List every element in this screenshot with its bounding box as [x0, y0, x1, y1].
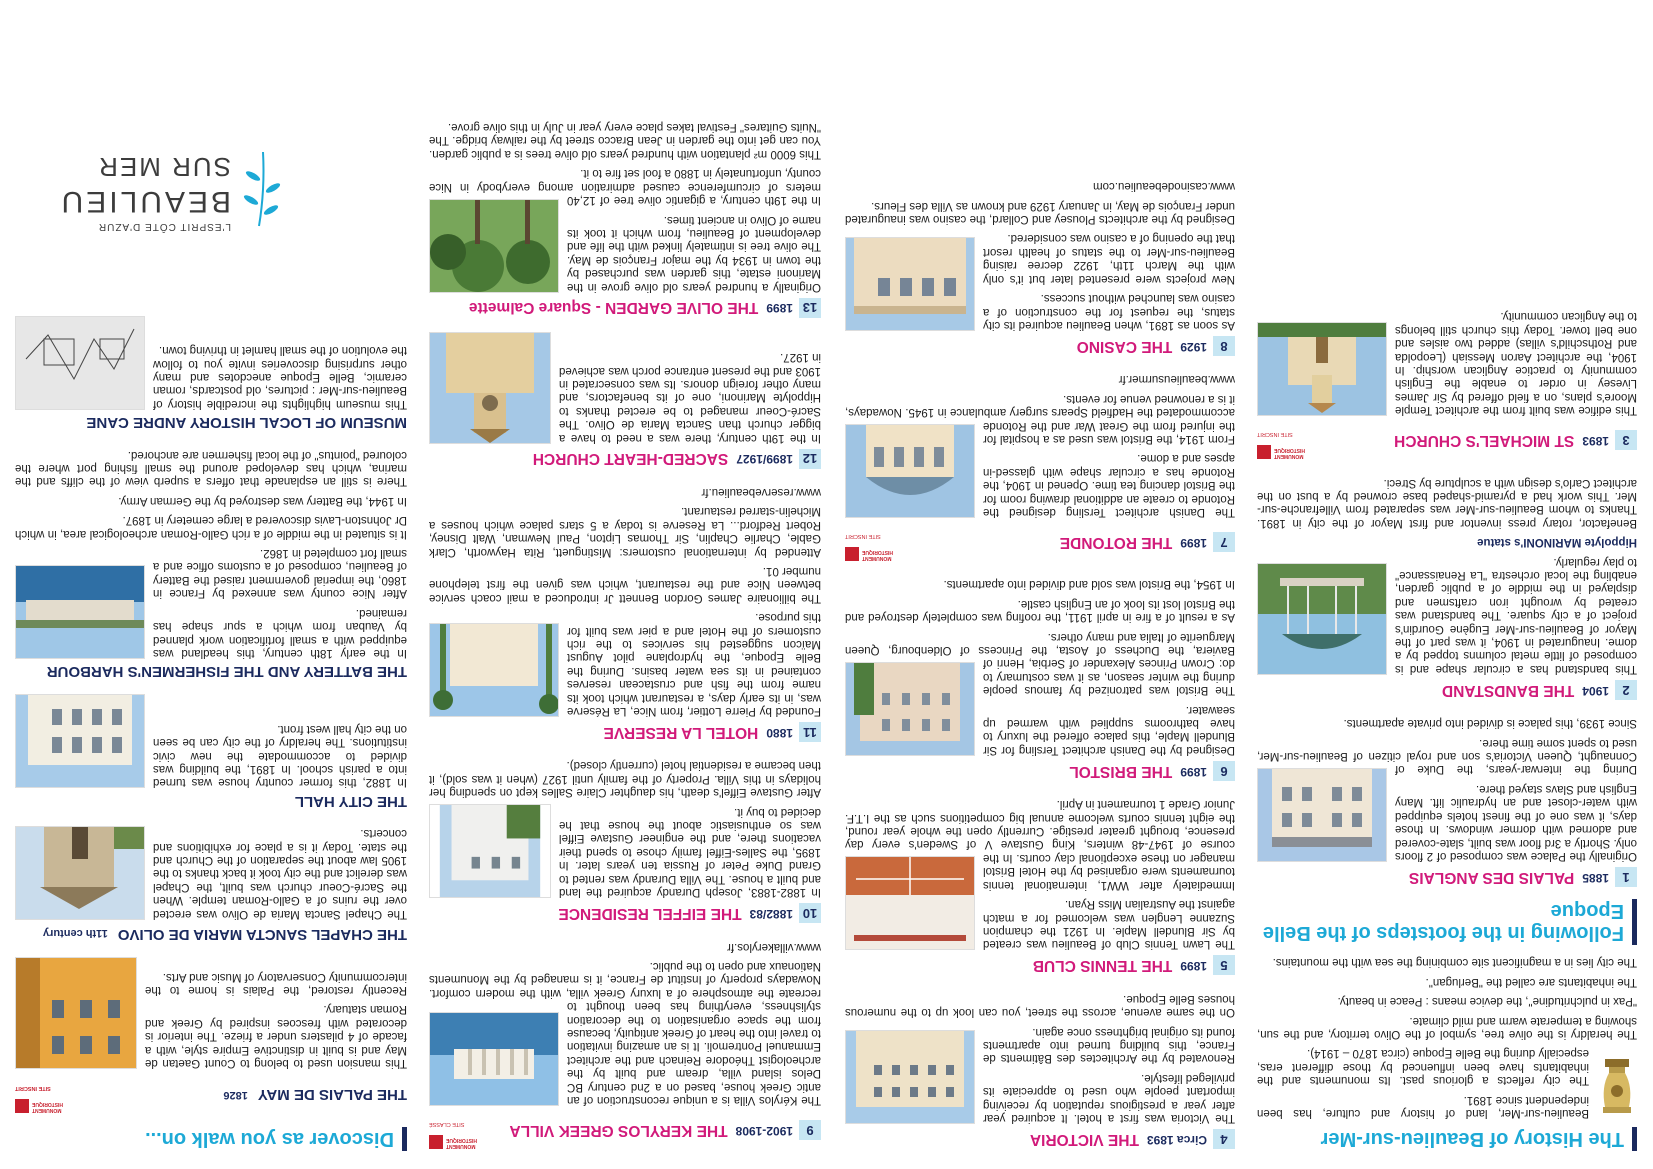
entry-title: THE ROTONDE — [1059, 533, 1173, 551]
entry-text: New projects were presented later but it's only with the March 11th, 1922 decree raising Beaulieu-sur-Mer to the status of health resort that the opening of a casino was considered. — [983, 232, 1235, 285]
entry-tennis-club — [845, 791, 1235, 979]
entry-year: 1899 — [1180, 959, 1207, 974]
entry-year: 1880 — [766, 725, 793, 740]
entry-number: 11 — [799, 722, 821, 742]
entry-year: 1904 — [1582, 683, 1609, 698]
bandstand-photo — [1257, 563, 1387, 675]
entry-victoria — [845, 985, 1235, 1153]
beaulieu-logo — [23, 144, 293, 234]
entry-palais-des-anglais — [1257, 710, 1637, 891]
entry-text: In the 19th century, a gigantic olive tree of 12,40 meters of circumference caused admiration among everybody in Nice county, unfortunately in 1880 a fool set fire to it. — [429, 167, 821, 207]
entry-text: This museum highlights the incredible history of Beaulieu-sur-Mer : pictures, old postcards, roman ceramic, Belle Epoque anecdotes and many other surprising discoveries invite you to follow the evolution of the small hamlet in thriving town. — [153, 344, 407, 410]
olive-garden-photo — [429, 199, 559, 293]
entry-st-michaels — [1257, 303, 1637, 463]
entry-number: 1 — [1615, 867, 1637, 887]
entry-number: 9 — [799, 1120, 821, 1140]
entry-text: As soon as 1891, when Beaulieu acquired its city status, the request for the construction of a casino was launched without success. — [983, 292, 1235, 331]
heading-bar — [1632, 899, 1637, 945]
entry-text: On the same avenue, across the street, you can look up to the numerous houses Belle Epoque. — [845, 992, 1235, 1019]
belle-epoque-title: Following in the footsteps of the Belle Epoque — [1262, 899, 1624, 944]
history-p2: The heraldry is the olive tree, symbol of the Olivo territory, and the sun, showing a temperate warm and mild climate. — [1257, 1014, 1637, 1040]
entry-year: 1899 — [1180, 764, 1207, 779]
entry-year: 1826 — [223, 1088, 248, 1101]
entry-text: The Bristol was patronized by famous people during the winter season, as it was costumary to do: Crown Princes Alexander of Serbia, Henri of Baviera, the Duchess of Aosta, the Princess of Oldenbourg, Queen Marguerite of Italia and many others. — [845, 630, 1235, 697]
entry-number: 10 — [799, 903, 821, 923]
entry-year: 1929 — [1180, 339, 1207, 354]
entry-text: This bandstand has a circular shape and is composed of little metal columns topped by a dome. Inaugurated in 1904, it was part of the Mayor of Beaulieu-sur-Mer Eugène Gourdin's project of a city square. The bandstand was created by wrought iron craftsmen and displayed in the middle of a public garden, enabling the local orchestra "La Renaissance" to play regularly. — [1395, 555, 1637, 675]
brand-tagline: L'ESPRIT CÔTE D'AZUR — [97, 221, 231, 232]
entry-text: This mansion used to belong to Count Gaetan de May and is built in distinctive Empire style, with a facade of 4 pilasters under a frieze. The interior is decorated with frescoes inspired by Greek and Roman statuary. — [145, 1003, 407, 1069]
entry-text: Designed by the architects Plousey and Collard, the casino was inaugurated under François de May, in January 1929 and known as Villa des Fleurs. — [845, 199, 1235, 226]
entry-text: It is situated in the middle of a rich Gallo-Roman archeological area, in which Dr Johnston-Lavis discovered a large cemetery in 1897. — [15, 514, 407, 540]
entry-title: THE BANDSTAND — [1441, 681, 1575, 699]
entry-kerylos — [429, 933, 821, 1153]
entry-year: Circa 1893 — [1146, 1132, 1207, 1147]
history-column — [1257, 16, 1637, 1153]
history-intro: Beaulieu-sur-Mer, land of history and culture, has been independent since 1891. — [1257, 1093, 1589, 1119]
monument-historique-logo: MONUMENT HISTORIQUE SITE INSCRIT — [845, 533, 894, 561]
entry-text: Originally the Palace was composed of 2 floors only. Shortly a 3rd floor was built, slate-covered and adorned with dormer windows. In those days, it was one of the finest hotels equipped with water-closet and an hydraulic lift. Many English and Slavs stayed there. — [1395, 782, 1637, 862]
city-hall-photo — [15, 694, 145, 788]
entry-number: 2 — [1615, 680, 1637, 700]
entry-text: Recently restored, the Palais is home to the intercommunity Conservatory of Music and Arts. — [145, 970, 407, 996]
brand-name: BEAULIEU — [58, 185, 231, 218]
entry-title: THE BATTERY AND THE FISHERMEN'S HARBOUR — [46, 663, 407, 681]
brand-subname: SUR MER — [97, 152, 231, 182]
entry-number: 3 — [1615, 430, 1637, 450]
entry-bandstand — [1257, 469, 1637, 704]
entry-number: 7 — [1213, 532, 1235, 552]
entry-text: As a result of a fire in april 1911, the roofing was completely destroyed and the Bristol lost its look of an English castle. — [845, 597, 1235, 624]
entry-text: The Kérylos Villa is a unique reconstruction of an antic Greek house, based on a 2nd century BC Delos island villa, dream and built by the archeologist Théodore Reinach and the architect Emmanuel Pontremoli. It is an amazing invitation to travel into the heart of Greek antiquity, because from the space organisation to the decoration stylishness, everything has been thought to recreate the atmosphere of a luxury Greek villa, with the modern comfort. Nowadays property of Institut de France, it is managed by the Monuments Nationaux and open to the public. — [429, 959, 821, 1106]
entry-year: 1882/83 — [749, 906, 793, 921]
discover-column — [15, 238, 407, 1153]
entry-text: Designed by the Danish architect Tersling for Sir Blundell Maple, this palace offered the luxury to have bathrooms supplied with warmed up seawater. — [983, 703, 1235, 756]
entry-text: The Danish architect Tersling designed the Rotonde to create an additional drawing room for the Bristol dancing tea time. Opened in 1904, the Rotonde has a circular shape with glassed-in apses and a dome. — [983, 452, 1235, 518]
entry-title: THE PALAIS DE MAY — [257, 1085, 407, 1103]
entry-title: THE CASINO — [1076, 337, 1173, 355]
entry-title: THE VICTORIA — [1029, 1130, 1139, 1148]
entry-text: In 1944, the Battery was destroyed by the German Army. — [118, 494, 407, 507]
rotonde-photo — [845, 424, 975, 518]
entry-bristol — [845, 571, 1235, 785]
entry-text: After Nice county was annexed by France in 1860, the imperial government raised the Battery of Beaulieu, composed of a customs office and a small fort completed in 1862. — [153, 547, 407, 600]
casino-photo — [845, 237, 975, 331]
entry-text: Founded by Pierre Lottier, from Nice, La Réserve was, in its early days, a restaurant which took its name from the fish and crustacean reserves contained in its sea water basins. During the Belle Epoque, the hydroplane pilot August Maïcon suggested his services to the rich customers of the Hotel and a pier was built for this purpose. — [567, 611, 821, 718]
entry-text: Attended by international customers: Mistinguett, Rita Hayworth, Clark Gable, Charlie Chaplin, Sir Thomas Lipton, Paul Newman, Walt Disney, Robert Redford... La Reserve is today a 5 stars palace which houses a Michelin-starred restaurant. — [429, 505, 821, 558]
entry-text: In the early 18th century, this headland was equipped with a small fortification work planned by Vauban from which a spur shape has remained. — [153, 606, 407, 659]
entry-text: From 1914, the Bristol was used as a hospital for the injured from the Great War and the Rotonde accommodated the Hadfield Spears surgery ambulance in 1945. Nowadays, it is a renowned venue for events. — [845, 392, 1235, 445]
entry-text: There is still an esplanade that offers a superb view of the cliffs and the marina, which has developed around the small fishing port where the coloured "pointus" of the local fishermen are anchored. — [15, 448, 407, 488]
entry-year: 1899/1927 — [736, 452, 793, 467]
monument-historique-logo: MONUMENT HISTORIQUE SITE INSCRIT — [1257, 431, 1306, 460]
entry-title: THE CITY HALL — [294, 792, 407, 810]
entry-battery — [15, 441, 407, 684]
entry-title: THE TENNIS CLUB — [1032, 957, 1173, 975]
entry-title: THE CHAPEL SANCTA MARIA DE OLIVO — [117, 926, 407, 943]
entry-text: After Gustave Eiffel's death, his daughter Claire Salles kept on spending her holidays in this Villa. Property of the family until 1927 (when it was sold), it then became a residential hotel (currently closed). — [429, 759, 821, 799]
entry-text: In 1882, this former country house was turned into a parish school. In 1891, the building was divided to accommodate the new civic institutions. The heraldry of the city can be seen on the city hall west front. — [153, 722, 407, 789]
bristol-photo — [845, 662, 975, 756]
entry-text: The Lawn Tennis Club of Beaulieu was created by Sir Blundell Maple. In 1921 the champion Suzanne Lenglen was welcomed for a match against the Australian Miss Ryan. — [983, 898, 1235, 951]
entry-year: 1902-1908 — [735, 1123, 793, 1138]
palais-des-anglais-photo — [1257, 768, 1387, 862]
entry-number: 13 — [799, 298, 821, 318]
battery-photo — [15, 565, 145, 659]
tennis-club-photo — [845, 856, 975, 950]
history-p3: "Pax in pulchritudine", the device means : Peace in beauty. — [1337, 995, 1637, 1008]
heading-bar — [1632, 1127, 1637, 1151]
history-p5: The city lies in a magnificent site combining the sea with the mountains. — [1272, 956, 1637, 969]
entry-la-reserve — [429, 479, 821, 747]
entry-title: ST MICHAEL'S CHURCH — [1394, 431, 1575, 449]
victoria-photo — [845, 1030, 975, 1124]
heading-bar — [402, 1127, 407, 1151]
entry-text: The Victoria was first a hotel. It acquired year after year a prestigious reputation by receiving important people who used to appreciate its privileged lifestyle. — [983, 1071, 1235, 1124]
st-michaels-photo — [1257, 322, 1387, 416]
monument-historique-logo: MONUMENT HISTORIQUE SITE CLASSÉ — [429, 1121, 478, 1149]
entry-year: 1899 — [766, 301, 793, 316]
palais-de-may-photo — [15, 957, 137, 1069]
entry-palais-de-may — [15, 953, 407, 1119]
entry-text: During the interwar-years, the Duke of Connaught, Queen Victoria's son and royal citizen of Beaulieu-sur-Mer, used to spent some time there. — [1257, 736, 1637, 776]
entry-text: Renovated by the Architectes des Bâtiments de France, this building turned into apartments found its original brightness once again. — [983, 1025, 1235, 1065]
entry-number: 5 — [1213, 955, 1235, 975]
entry-casino — [845, 173, 1235, 360]
history-heading — [1257, 1127, 1637, 1151]
statue-subheading: Hippolyte MARINONI's statue — [1477, 536, 1637, 549]
sacred-heart-photo — [429, 332, 551, 444]
entry-text: Benefactor, rotary press inventor and first Mayor of the city in 1891. Thanks to whom Beaulieu-sur-Mer was separated from Villefranche-sur-Mer. This work had a pyramid-shaped base crowned by a bust on the architect Carlo's design with a sculpture by Streci. — [1257, 476, 1637, 529]
monument-historique-logo: MONUMENT HISTORIQUE SITE INSCRIT — [15, 1085, 64, 1113]
olive-urn-icon — [1597, 1055, 1637, 1117]
entry-year: 1893 — [1582, 433, 1609, 448]
entry-title: SACRED-HEART CHURCH — [532, 450, 729, 468]
entry-title: HOTEL LA RESERVE — [603, 723, 759, 741]
entry-text: Immediately after WW1, international tennis tournaments were organised by the Hotel Bristol manager on these exceptional clay courts. In the course of 1947-48 winters, King Gustave V of Sweden's every day presence, brought greater prestige. Currently open the whole year round, the eight tennis courts welcome annual big competitions such as the I.T.F. Junior Grade 1 tournament in April. — [845, 798, 1235, 891]
eiffel-residence-photo — [429, 804, 551, 898]
walk-column-2 — [845, 16, 1235, 1153]
entry-title: THE BRISTOL — [1069, 762, 1173, 780]
walk-column-3 — [429, 16, 821, 1153]
entry-number: 6 — [1213, 761, 1235, 781]
entry-year: 1899 — [1180, 535, 1207, 550]
entry-text: The billionaire James Gordon Bennett Jr introduced a mail coach service between Nice and the restaurant, which was given the first telephone number 01. — [429, 565, 821, 604]
entry-text: Since 1939, this palace is divided into private apartments. — [1343, 717, 1637, 730]
entry-museum — [15, 312, 407, 435]
museum-photo — [15, 316, 145, 410]
entry-text: In 1882-1883, Joseph Durandy acquired the land and built a house. The Villa Durandy was rented to Grand Duke Peter of Russia ten years later. In 1895, the Salles-Eiffel family chose to spend their vacations there, and the engineer Gustave Eiffel was so enthusiastic about the house that he decided to buy it. — [559, 805, 821, 899]
olive-branch-icon — [233, 150, 293, 230]
entry-text: In the 19th century, there was a need to have a bigger church than Sancta Maria de Olivo. The Sacré-Coeur managed to be erected thanks to Hippolyte Marinoni, one of its benefactors, and many other foreign donors. Its was consecrated in 1903 and the present entrance porch was achieved in 1927. — [559, 351, 821, 444]
entry-city-hall — [15, 690, 407, 813]
history-p4: The inhabitants are called the "Berlugan". — [1425, 975, 1637, 988]
entry-text: This edifice was built from the architect Temple Moore's plans, on a field offered by Sir James Livesey in order to enable the English community to practice Anglican worship. In 1904, the architect Aaron Messiah (Leopolda and Rothschild's villas) added two aisles and one bell tower. Today this church still belongs to the Anglican community. — [1395, 310, 1637, 417]
kerylos-photo — [429, 1012, 559, 1106]
entry-text: The Chapel Sancta Maria de Olivo was erected over the ruins of a Gallo-Roman temple. When the Sacré-Coeur church was built, the Chapel was derelict and the city took it back thanks to the 1905 law about the separation of the Church and the state. Today it is a place for exhibitions and concerts. — [153, 827, 407, 920]
history-p1: The city reflects a glorious past. Its monuments and the inhabitants have been influenced by those different eras, especially during the Belle Epoque (circa 1870 – 1914). — [1257, 1047, 1589, 1087]
entry-rotonde — [845, 366, 1235, 565]
entry-text: This 6000 m² plantation with hundred years old olive trees is a public garden. You can get into the garden in Jean Bracco street by the railway bridge. The "Nuits Guitares" Festival takes place every year in July in this olive grove. — [429, 121, 821, 160]
la-reserve-url[interactable]: www.reservebeaulieu.fr — [701, 485, 821, 498]
entry-eiffel — [429, 752, 821, 927]
entry-century: 11th century — [43, 927, 108, 939]
entry-title: THE OLIVE GARDEN - Square Calmette — [468, 299, 759, 317]
la-reserve-photo — [429, 623, 559, 717]
entry-number: 12 — [799, 449, 821, 469]
entry-title: MUSEUM OF LOCAL HISTORY ANDRE CANE — [86, 414, 407, 432]
entry-sacred-heart — [429, 328, 821, 473]
entry-title: PALAIS DES ANGLAIS — [1408, 868, 1575, 886]
entry-text: Originally a hundred years old olive grove in the Marinoni estate, this garden was purchased by the town in 1934 by the major François de May. The olive tree is intimately linked with the life and development of Beaulieu, from which it took its name of Olivo in ancient times. — [567, 213, 821, 293]
entry-title: THE EIFFEL RESIDENCE — [558, 904, 742, 922]
entry-chapel — [15, 820, 407, 947]
history-title: The History of Beaulieu-sur-Mer — [1320, 1128, 1624, 1150]
entry-olive-garden — [429, 114, 821, 322]
entry-title: THE KERYLOS GREEK VILLA — [509, 1121, 728, 1139]
entry-year: 1885 — [1582, 870, 1609, 885]
entry-number: 8 — [1213, 336, 1235, 356]
discover-title: Discover as you walk on... — [145, 1128, 394, 1150]
kerylos-url[interactable]: www.villakerylos.fr — [727, 940, 821, 953]
belle-epoque-heading — [1257, 899, 1637, 945]
chapel-photo — [15, 826, 145, 920]
casino-url[interactable]: www.casinodebeaulieu.com — [1093, 180, 1235, 193]
entry-text: In 1954, the Bristol was sold and divided into apartments. — [943, 578, 1235, 591]
rotonde-url[interactable]: www.beaulieusurmer.fr — [1118, 373, 1235, 386]
entry-number: 4 — [1213, 1129, 1235, 1149]
discover-heading — [15, 1127, 407, 1151]
